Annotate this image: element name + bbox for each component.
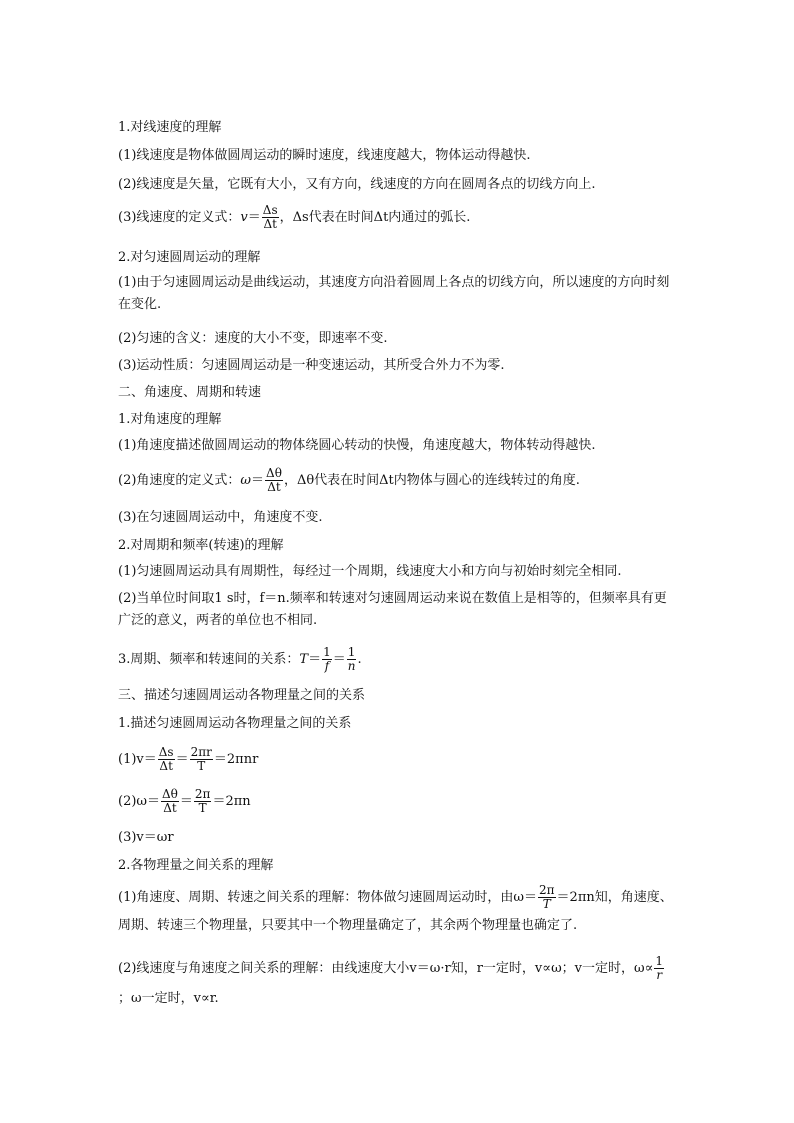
- text: (1)角速度、周期、转速之间关系的理解：物体做匀速圆周运动时，由ω＝: [118, 890, 538, 905]
- paragraph: (2)匀速的含义：速度的大小不变，即速率不变.: [118, 331, 388, 346]
- text: ；ω一定时，v∝r.: [118, 991, 219, 1006]
- symbol: v: [240, 210, 248, 225]
- text: ＝: [332, 652, 346, 667]
- denominator: T: [198, 801, 207, 815]
- text: .: [357, 652, 362, 667]
- paragraph: (1)由于匀速圆周运动是曲线运动，其速度方向沿着圆周上各点的切线方向，所以速度的方向时刻在变化.: [118, 275, 670, 312]
- section-title: 2.各物理量之间关系的理解: [118, 858, 274, 873]
- formula-line: [118, 467, 580, 494]
- formula-line: [118, 204, 470, 231]
- symbol: T: [299, 652, 309, 667]
- fraction: [158, 746, 175, 773]
- section-title: 2.对周期和频率(转速)的理解: [118, 538, 284, 553]
- text: ＝2πnr: [213, 752, 259, 767]
- text: ＝: [179, 794, 193, 809]
- denominator: Δt: [163, 801, 177, 815]
- paragraph: (1)角速度描述做圆周运动的物体绕圆心转动的快慢，角速度越大，物体转动得越快.: [118, 438, 596, 453]
- section-heading: 三、描述匀速圆周运动各物理量之间的关系: [118, 688, 366, 703]
- text: (3)线速度的定义式：: [118, 210, 241, 225]
- text: 3.周期、频率和转速间的关系：: [118, 652, 300, 667]
- fraction: [161, 788, 179, 815]
- denominator: n: [347, 659, 356, 673]
- text: (2)ω＝: [118, 794, 161, 809]
- fraction: [194, 788, 212, 815]
- text: (1)v＝: [118, 752, 157, 767]
- formula-line: [118, 788, 251, 815]
- fraction: [347, 646, 357, 673]
- fraction: [538, 884, 556, 911]
- denominator: T: [197, 759, 206, 773]
- formula-line: (3)v＝ωr: [118, 830, 174, 845]
- paragraph: (3)在匀速圆周运动中，角速度不变.: [118, 510, 323, 525]
- text: ＝2πn: [212, 794, 251, 809]
- section-title: 1.对角速度的理解: [118, 412, 222, 427]
- text: ＝: [247, 210, 261, 225]
- denominator: T: [542, 897, 551, 911]
- numerator: 1: [323, 645, 331, 659]
- paragraph: (1)线速度是物体做圆周运动的瞬时速度，线速度越大，物体运动得越快.: [118, 148, 531, 163]
- denominator: f: [324, 659, 330, 673]
- text: ，Δθ代表在时间Δt内物体与圆心的连线转过的角度.: [283, 473, 580, 488]
- fraction: [654, 955, 664, 982]
- fraction: [262, 204, 279, 231]
- numerator: 2πr: [190, 745, 212, 759]
- text: ＝: [175, 752, 189, 767]
- fraction: [190, 746, 213, 773]
- paragraph: (3)运动性质：匀速圆周运动是一种变速运动，其所受合外力不为零.: [118, 358, 505, 373]
- numerator: 2π: [539, 883, 555, 897]
- text: (2)角速度的定义式：: [118, 473, 241, 488]
- fraction: [265, 467, 283, 494]
- numerator: Δθ: [162, 787, 178, 801]
- denominator: Δt: [159, 759, 173, 773]
- text: ，Δs代表在时间Δt内通过的弧长.: [279, 210, 471, 225]
- numerator: 1: [655, 954, 664, 968]
- paragraph: (1)匀速圆周运动具有周期性，每经过一个周期，线速度大小和方向与初始时刻完全相同.: [118, 564, 622, 579]
- fraction: [322, 646, 332, 673]
- denominator: r: [656, 968, 663, 982]
- text: ＝: [308, 652, 322, 667]
- section-heading: 二、角速度、周期和转速: [118, 385, 262, 400]
- denominator: Δt: [267, 480, 281, 494]
- paragraph: (2)当单位时间取1 s时，f＝n.频率和转速对匀速圆周运动来说在数值上是相等的，但频率具有更广泛的意义，两者的单位也不相同.: [118, 591, 667, 628]
- text: ＝2πn知，角速度、周期、转速三个物理量，只要其中一个物理量确定了，其余两个物理量也确定了.: [118, 890, 673, 933]
- section-title: 1.描述匀速圆周运动各物理量之间的关系: [118, 716, 352, 731]
- section-title: 2.对匀速圆周运动的理解: [118, 250, 261, 265]
- paragraph: (2)线速度是矢量，它既有大小，又有方向，线速度的方向在圆周各点的切线方向上.: [118, 177, 596, 192]
- numerator: Δθ: [266, 466, 282, 480]
- paragraph: [118, 954, 678, 1014]
- section-title: 1.对线速度的理解: [118, 120, 222, 135]
- formula-line: [118, 746, 258, 773]
- text: (2)线速度与角速度之间关系的理解：由线速度大小v＝ω·r知，r一定时，v∝ω；v一定时，ω∝: [118, 961, 654, 976]
- denominator: Δt: [263, 217, 277, 231]
- formula-line: [118, 646, 362, 673]
- numerator: 1: [347, 645, 356, 659]
- paragraph: [118, 884, 678, 940]
- symbol: ω: [240, 473, 252, 488]
- numerator: Δs: [262, 203, 278, 217]
- numerator: Δs: [158, 745, 174, 759]
- text: ＝: [251, 473, 265, 488]
- numerator: 2π: [194, 787, 211, 801]
